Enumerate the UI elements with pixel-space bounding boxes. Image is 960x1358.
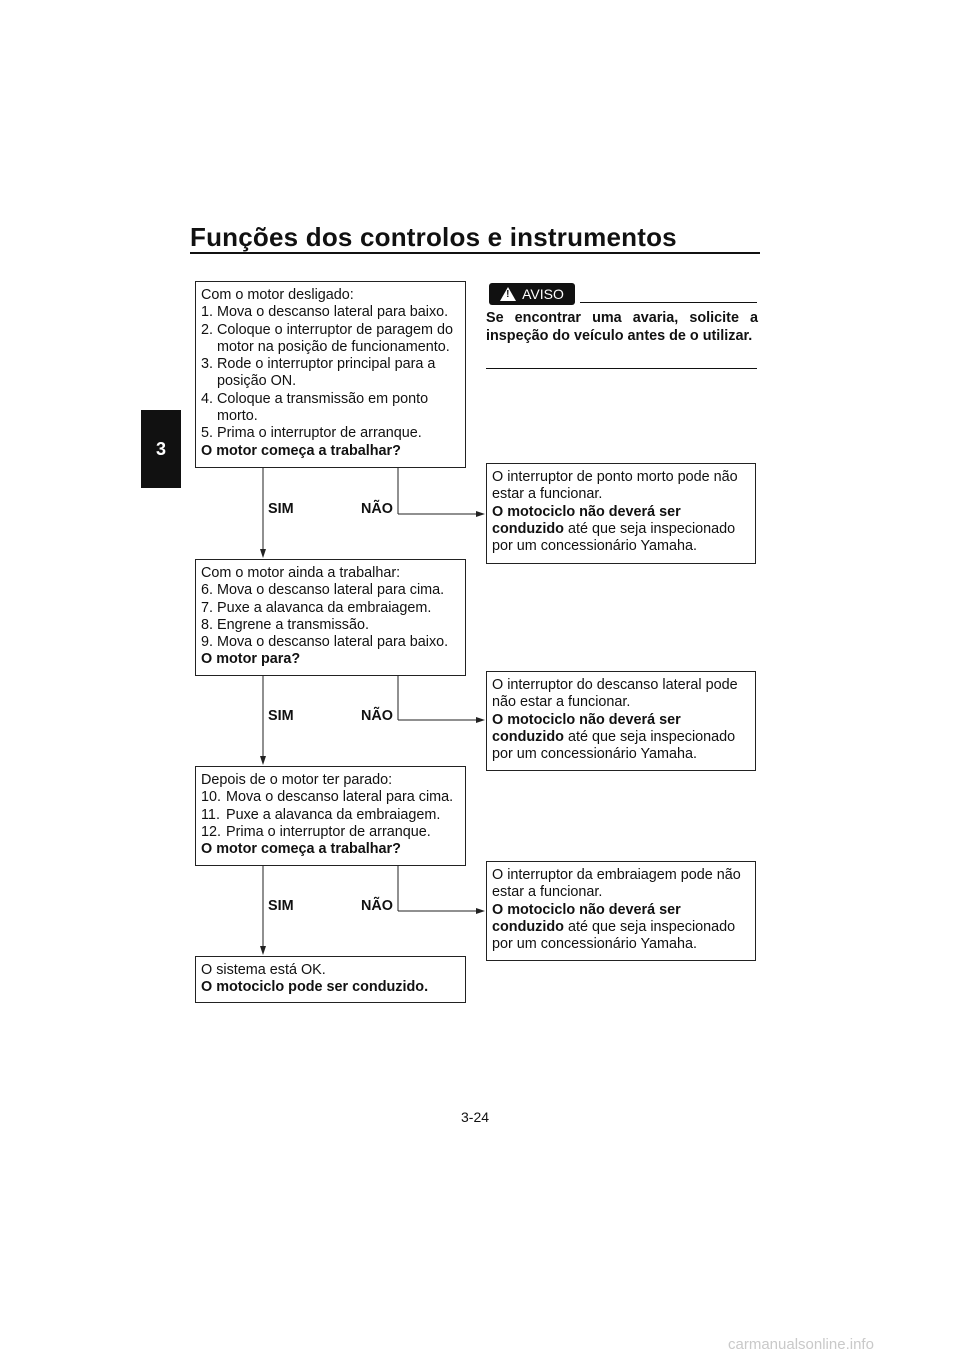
- final-conclusion: O motociclo pode ser conduzido.: [201, 979, 429, 996]
- page-title: Funções dos controlos e instrumentos: [190, 222, 677, 252]
- result-box-2: O interruptor do descanso lateral pode não estar a funcionar. O motociclo não deverá ser conduzido até que seja inspecionado por um concessionário Yamaha.: [486, 671, 756, 771]
- aviso-badge: [489, 283, 575, 305]
- box-intro: Com o motor desligado:: [201, 287, 354, 303]
- watermark: carmanualsonline.info: [728, 1336, 874, 1353]
- arrowhead: [476, 908, 485, 914]
- step-item: 11. Puxe a alavanca da embraiagem.: [201, 806, 441, 823]
- yes-label: SIM: [268, 708, 294, 724]
- warning-triangle-icon: !: [500, 287, 516, 301]
- step-item: 2. Coloque o interruptor de paragem do motor na posição de funcionamento.: [201, 321, 453, 355]
- box-question: O motor começa a trabalhar?: [201, 841, 401, 858]
- arrowhead: [260, 756, 266, 765]
- step-item: 4. Coloque a transmissão em ponto morto.: [201, 390, 429, 425]
- final-status: O sistema está OK.: [201, 962, 326, 978]
- box-question: O motor começa a trabalhar?: [201, 442, 401, 459]
- aviso-text: Se encontrar uma avaria, solicite a inspeção do veículo antes de o utilizar.: [486, 310, 758, 344]
- step-box-2: [195, 559, 466, 676]
- final-box: [195, 956, 466, 1003]
- step-item: 8. Engrene a transmissão.: [201, 616, 369, 633]
- arrowhead: [476, 717, 485, 723]
- step-item: 3. Rode o interruptor principal para a posição ON.: [201, 356, 436, 390]
- no-label: NÃO: [361, 501, 393, 517]
- arrowhead: [260, 946, 266, 955]
- step-item: 5. Prima o interruptor de arranque.: [201, 425, 422, 442]
- step-box-3: [195, 766, 466, 866]
- result-box-3: O interruptor da embraiagem pode não estar a funcionar. O motociclo não deverá ser conduzido até que seja inspecionado por um concessionário Yamaha.: [486, 861, 756, 961]
- page-number: 3-24: [461, 1109, 490, 1125]
- step-item: 6. Mova o descanso lateral para cima.: [201, 582, 445, 599]
- chapter-tab: 3: [141, 410, 181, 488]
- aviso-rule-bottom: [486, 368, 757, 369]
- result-box-1: O interruptor de ponto morto pode não estar a funcionar. O motociclo não deverá ser conduzido até que seja inspecionado por um concessionário Yamaha.: [486, 463, 756, 564]
- box-intro: Com o motor ainda a trabalhar:: [201, 565, 401, 581]
- aviso-label: AVISO: [522, 286, 564, 302]
- step-item: 1. Mova o descanso lateral para baixo.: [201, 304, 449, 321]
- yes-label: SIM: [268, 898, 294, 914]
- box-intro: Depois de o motor ter parado:: [201, 772, 393, 788]
- arrowhead: [260, 549, 266, 558]
- step-item: 9. Mova o descanso lateral para baixo.: [201, 634, 449, 651]
- arrowhead: [476, 511, 485, 517]
- aviso-rule-top: [580, 302, 757, 303]
- step-item: 12. Prima o interruptor de arranque.: [201, 823, 431, 840]
- step-box-1: [195, 281, 466, 468]
- no-label: NÃO: [361, 898, 393, 914]
- step-item: 10. Mova o descanso lateral para cima.: [201, 789, 454, 806]
- step-item: 7. Puxe a alavanca da embraiagem.: [201, 599, 432, 616]
- no-label: NÃO: [361, 708, 393, 724]
- box-question: O motor para?: [201, 651, 301, 668]
- yes-label: SIM: [268, 501, 294, 517]
